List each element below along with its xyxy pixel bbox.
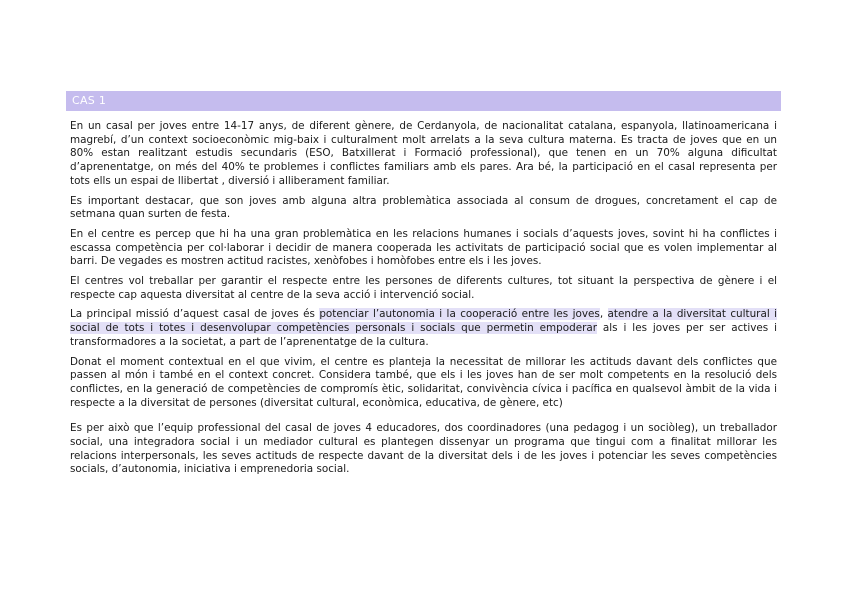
paragraph-problems: En el centre es percep que hi ha una gran problemàtica en les relacions humanes i socials d’aquests joves, sovint hi ha conflictes i escassa competència per col·laborar i decidir de manera cooperada les activitats de participació social que es volen implementar al barri. De vegades es mostren actitud racistes, xenòfobes i homòfobes entre els i les joves. [70, 227, 777, 268]
case-body [70, 120, 777, 483]
mission-highlight-diversity: atendre a la diversitat cultural i social de tots i totes i desenvolupar competències personals i socials que permetin empoderar [70, 308, 778, 335]
paragraph-context: En un casal per joves entre 14-17 anys, de diferent gènere, de Cerdanyola, de nacionalitat catalana, espanyola, llatinoamericana i magrebí, d’un context socioeconòmic mig-baix i culturalment molt arrelats a la seva cultura materna. Es tracta de joves que en un 80% estan realitzant estudis secundaris (ESO, Batxillerat i Formació professional), que tenen en un 70% alguna dificultat d’aprenentatge, on més del 40% te problemes i conflictes familiars amb els pares. Ara bé, la participació en el casal representa per tots ells un espai de llibertat , diversió i alliberament familiar. [70, 120, 777, 187]
paragraph-drugs: Es important destacar, que son joves amb alguna altra problemàtica associada al consum de drogues, concretament el cap de setmana quan surten de festa. [70, 194, 777, 221]
case-title-bar [66, 91, 781, 111]
mission-text-separator: , [599, 308, 608, 321]
paragraph-mission [70, 308, 777, 349]
paragraph-team: Es per això que l’equip professional del casal de joves 4 educadores, dos coordinadores (una pedagog i un sociòleg), un treballador social, una integradora social i un mediador cultural es plantegen dissenyar un programa que tingui com a finalitat millorar les relacions interpersonals, les seves actituds de respecte davant de la diversitat dels i de les joves i potenciar les seves competències socials, d’autonomia, iniciativa i emprenedoria social. [70, 422, 777, 476]
mission-text-end: als i les joves per ser actives i transformadores a la societat, a part de l’aprenentatge de la cultura. [70, 322, 777, 348]
case-title: CAS 1 [72, 94, 107, 107]
mission-highlight-autonomy: potenciar l’autonomia i la cooperació entre les joves [319, 308, 600, 321]
paragraph-goals: El centres vol treballar per garantir el respecte entre les persones de diferents cultures, tot situant la perspectiva de gènere i el respecte cap aquesta diversitat al centre de la seva acció i intervenció social. [70, 275, 777, 301]
mission-text-start: La principal missió d’aquest casal de joves és [70, 308, 320, 321]
paragraph-needs: Donat el moment contextual en el que vivim, el centre es planteja la necessitat de millorar les actituds davant dels conflictes que passen al món i també en el context concret. Considera també, que els i les joves han de ser molt competents en la resolució dels conflictes, en la generació de competències de compromís ètic, solidaritat, convivència cívica i pacífica en qualsevol àmbit de la vida i respecte a la diversitat de persones (diversitat cultural, econòmica, educativa, de gènere, etc) [70, 355, 777, 409]
